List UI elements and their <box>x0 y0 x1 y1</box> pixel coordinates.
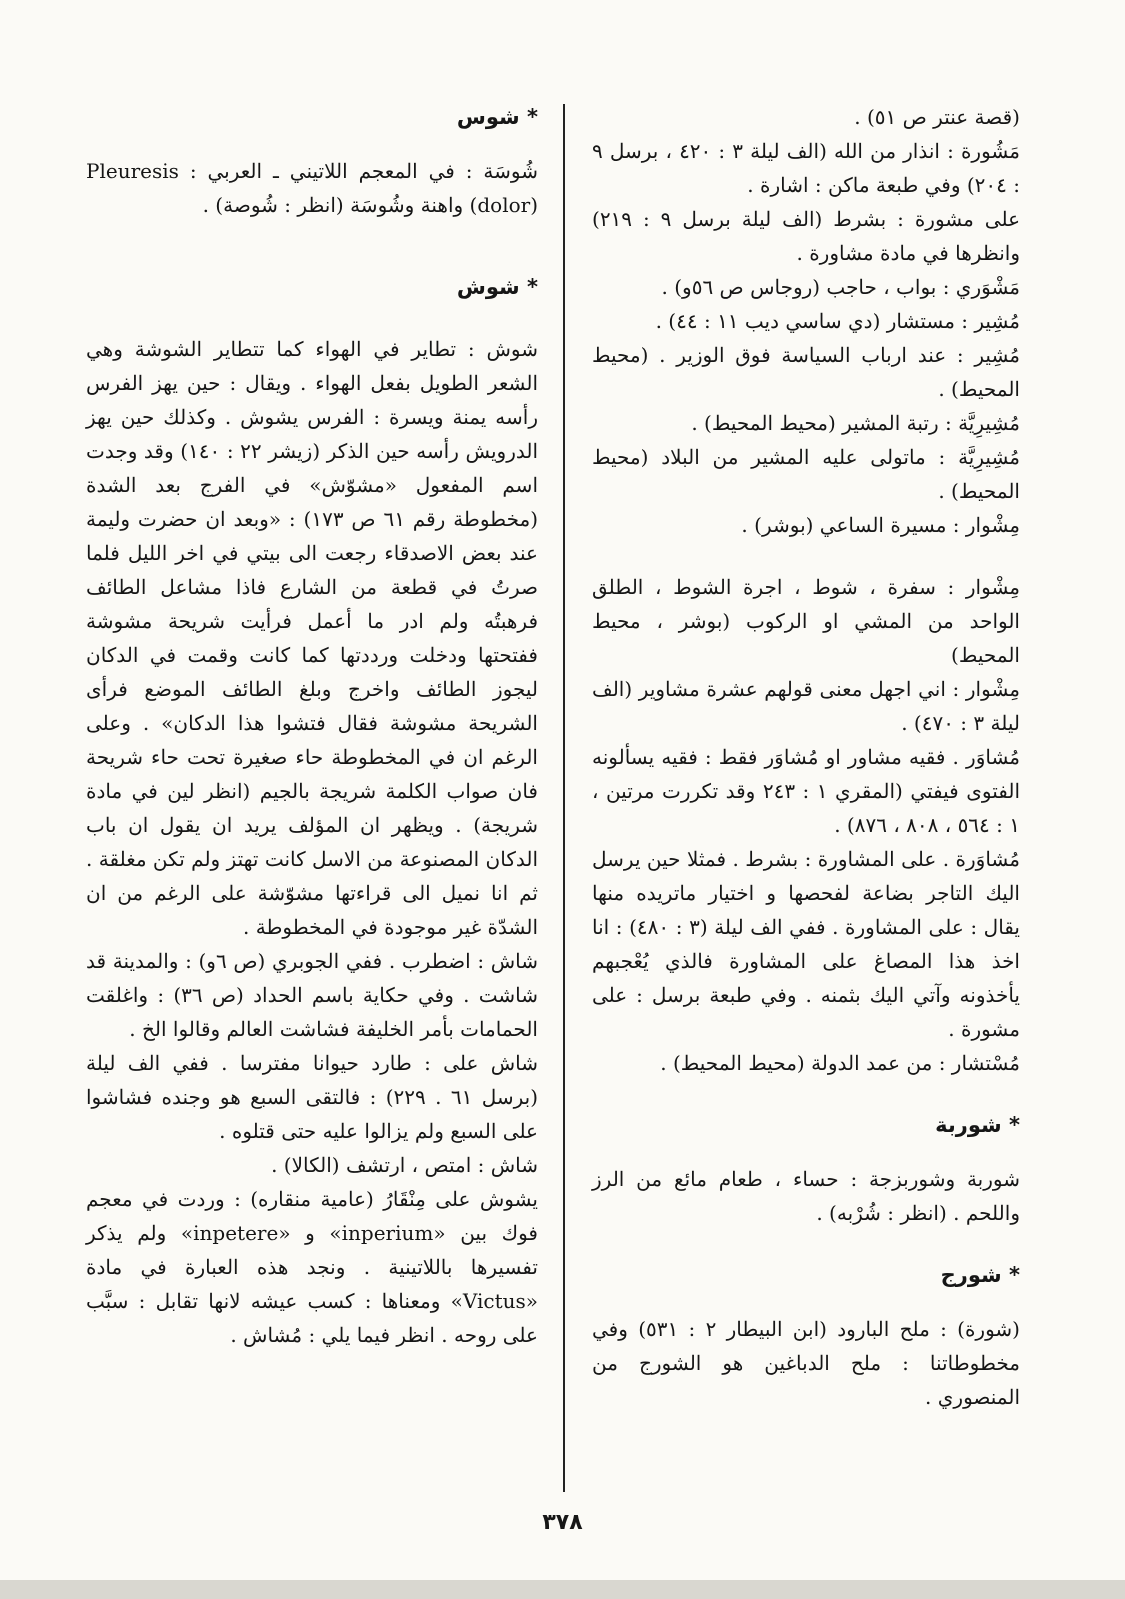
entry-paragraph: مُسْتشار : من عمد الدولة (محيط المحيط) . <box>660 1051 1020 1075</box>
entry-paragraph: شاش على : طارد حيوانا مفترسا . ففي الف ليلة (برسل ٦١ . ٢٢٩) : فالتقى السبع هو وجنده فشاشوا على السبع ولم يزالوا عليه حتى قتلوه . <box>86 1051 538 1143</box>
scan-bottom-edge <box>0 1580 1125 1599</box>
entry-paragraph: على مشورة : بشرط (الف ليلة برسل ٩ : ٢١٩) وانظرها في مادة مشاورة . <box>592 207 1021 265</box>
entry-paragraph: مُشِير : عند ارباب السياسة فوق الوزير . (محيط المحيط) . <box>592 343 1020 401</box>
entry-paragraph: مُشِيرِيَّة : ماتولى عليه المشير من البلاد (محيط المحيط) . <box>592 445 1020 503</box>
entry-paragraph: مِشْوار : سفرة ، شوط ، اجرة الشوط ، الطلق الواحد من المشي او الركوب (بوشر ، محيط المحيط) <box>592 575 1020 667</box>
section-heading-shorj: * شورج <box>940 1263 1020 1287</box>
entry-paragraph: شاش : امتص ، ارتشف (الكالا) . <box>271 1153 538 1177</box>
left-column <box>86 100 538 1352</box>
entry-paragraph: شُوسَة : في المعجم اللاتيني ـ العربي : Pleuresis (dolor) واهنة وشُوسَة (انظر : شُوصة) . <box>86 159 538 217</box>
entry-paragraph: مُشاوَر . فقيه مشاور او مُشاوَر فقط : فقيه يسألونه الفتوى فيفتي (المقري ١ : ٢٤٣ وقد تكررت مرتين ، ١ : ٥٦٤ ، ٨٠٨ ، ٨٧٦) . <box>592 745 1021 837</box>
entry-paragraph: مَشُورة : انذار من الله (الف ليلة ٣ : ٤٢٠ ، برسل ٩ : ٢٠٤) وفي طبعة ماكن : اشارة . <box>592 139 1020 197</box>
entry-paragraph: (شورة) : ملح البارود (ابن البيطار ٢ : ٥٣١) وفي مخطوطاتنا : ملح الدباغين هو الشورج من المنصوري . <box>592 1317 1020 1409</box>
entry-paragraph: مُشِيرِيَّة : رتبة المشير (محيط المحيط) . <box>691 411 1020 435</box>
entry-paragraph: شوش : تطاير في الهواء كما تتطاير الشوشة وهي الشعر الطويل بفعل الهواء . ويقال : حين يهز الفرس رأسه يمنة ويسرة : الفرس يشوش . وكذلك حين يهز الدرويش رأسه حين الذكر (زيشر ٢٢ : ١٤٠) وقد وجدت اسم المفعول «مشوّش» في الفرج بعد الشدة (مخطوطة رقم ٦١ ص ١٧٣) : «وبعد ان حضرت وليمة عند بعض الاصدقاء رجعت الى بيتي في اخر الليل فلما صرتُ في قطعة من الشارع فاذا مشاعل الطائف فرهبتُه ولم ادر ما أعمل فرأيت شريحة مشوشة ففتحتها ودخلت ورددتها كما كانت وقمت في الدكان ليجوز الطائف واخرج وبلغ الطائف الموضع فرأى الشريحة مشوشة فقال فتشوا هذا الدكان» . وعلى الرغم ان في المخطوطة حاء صغيرة تحت حاء شريحة فان صواب الكلمة شريجة بالجيم (انظر لين في مادة شريجة) . ويظهر ان المؤلف يريد ان يقول ان باب الدكان المصنوعة من الاسل كانت تهتز ولم تكن مغلقة . ثم انا نميل الى قراءتها مشوّشة على الرغم من ان الشدّة غير موجودة في المخطوطة . <box>86 337 539 939</box>
spacer <box>592 1230 1020 1258</box>
spacer <box>86 222 538 270</box>
page-number: ٣٧٨ <box>542 1510 583 1535</box>
entry-paragraph: شوربة وشوربزجة : حساء ، طعام مائع من الرز واللحم . (انظر : شُرْبه) . <box>592 1167 1020 1225</box>
entry-paragraph: مُشاوَرة . على المشاورة : بشرط . فمثلا حين يرسل اليك التاجر بضاعة لفحصها و اختيار ماتريده منها يقال : على المشاورة . ففي الف ليلة (٣ : ٤٨٠) : انا اخذ هذا المصاغ على المشاورة فالذي يُعْجبهم يأخذونه وآتي اليك بثمنه . وفي طبعة برسل : على مشورة . <box>592 847 1020 1041</box>
spacer <box>592 1080 1020 1108</box>
spacer <box>592 1142 1020 1162</box>
entry-paragraph: (قصة عنتر ص ٥١) . <box>854 105 1020 129</box>
spacer <box>592 542 1020 570</box>
entry-paragraph: مِشْوار : اني اجهل معنى قولهم عشرة مشاوير (الف ليلة ٣ : ٤٧٠) . <box>592 677 1020 735</box>
spacer <box>86 134 538 154</box>
entry-paragraph: مُشِير : مستشار (دي ساسي ديب ١١ : ٤٤) . <box>655 309 1020 333</box>
spacer <box>592 1292 1020 1312</box>
entry-paragraph: شاش : اضطرب . ففي الجوبري (ص ٦و) : والمدينة قد شاشت . وفي حكاية باسم الحداد (ص ٣٦) : واغلقت الحمامات بأمر الخليفة فشاشت العالم وقالوا الخ . <box>86 949 538 1041</box>
section-heading-shoosh: * شوش <box>456 275 538 299</box>
right-column <box>592 100 1020 1414</box>
entry-paragraph: مِشْوار : مسيرة الساعي (بوشر) . <box>741 513 1020 537</box>
entry-paragraph: يشوش على مِنْقَارُ (عامية منقاره) : وردت في معجم فوك بين «inperium» و «inpetere» ولم يذكر تفسيرها باللاتينية . ونجد هذه العبارة في مادة «Victus» ومعناها : كسب عيشه لانها تقابل : سبَّب على روحه . انظر فيما يلي : مُشاش . <box>86 1187 538 1347</box>
section-heading-shorba: * شوربة <box>935 1113 1020 1137</box>
section-heading-shoos: * شوس <box>456 105 538 129</box>
column-divider <box>563 104 565 1492</box>
spacer <box>86 304 538 332</box>
entry-paragraph: مَشْوَري : بواب ، حاجب (روجاس ص ٥٦و) . <box>661 275 1020 299</box>
